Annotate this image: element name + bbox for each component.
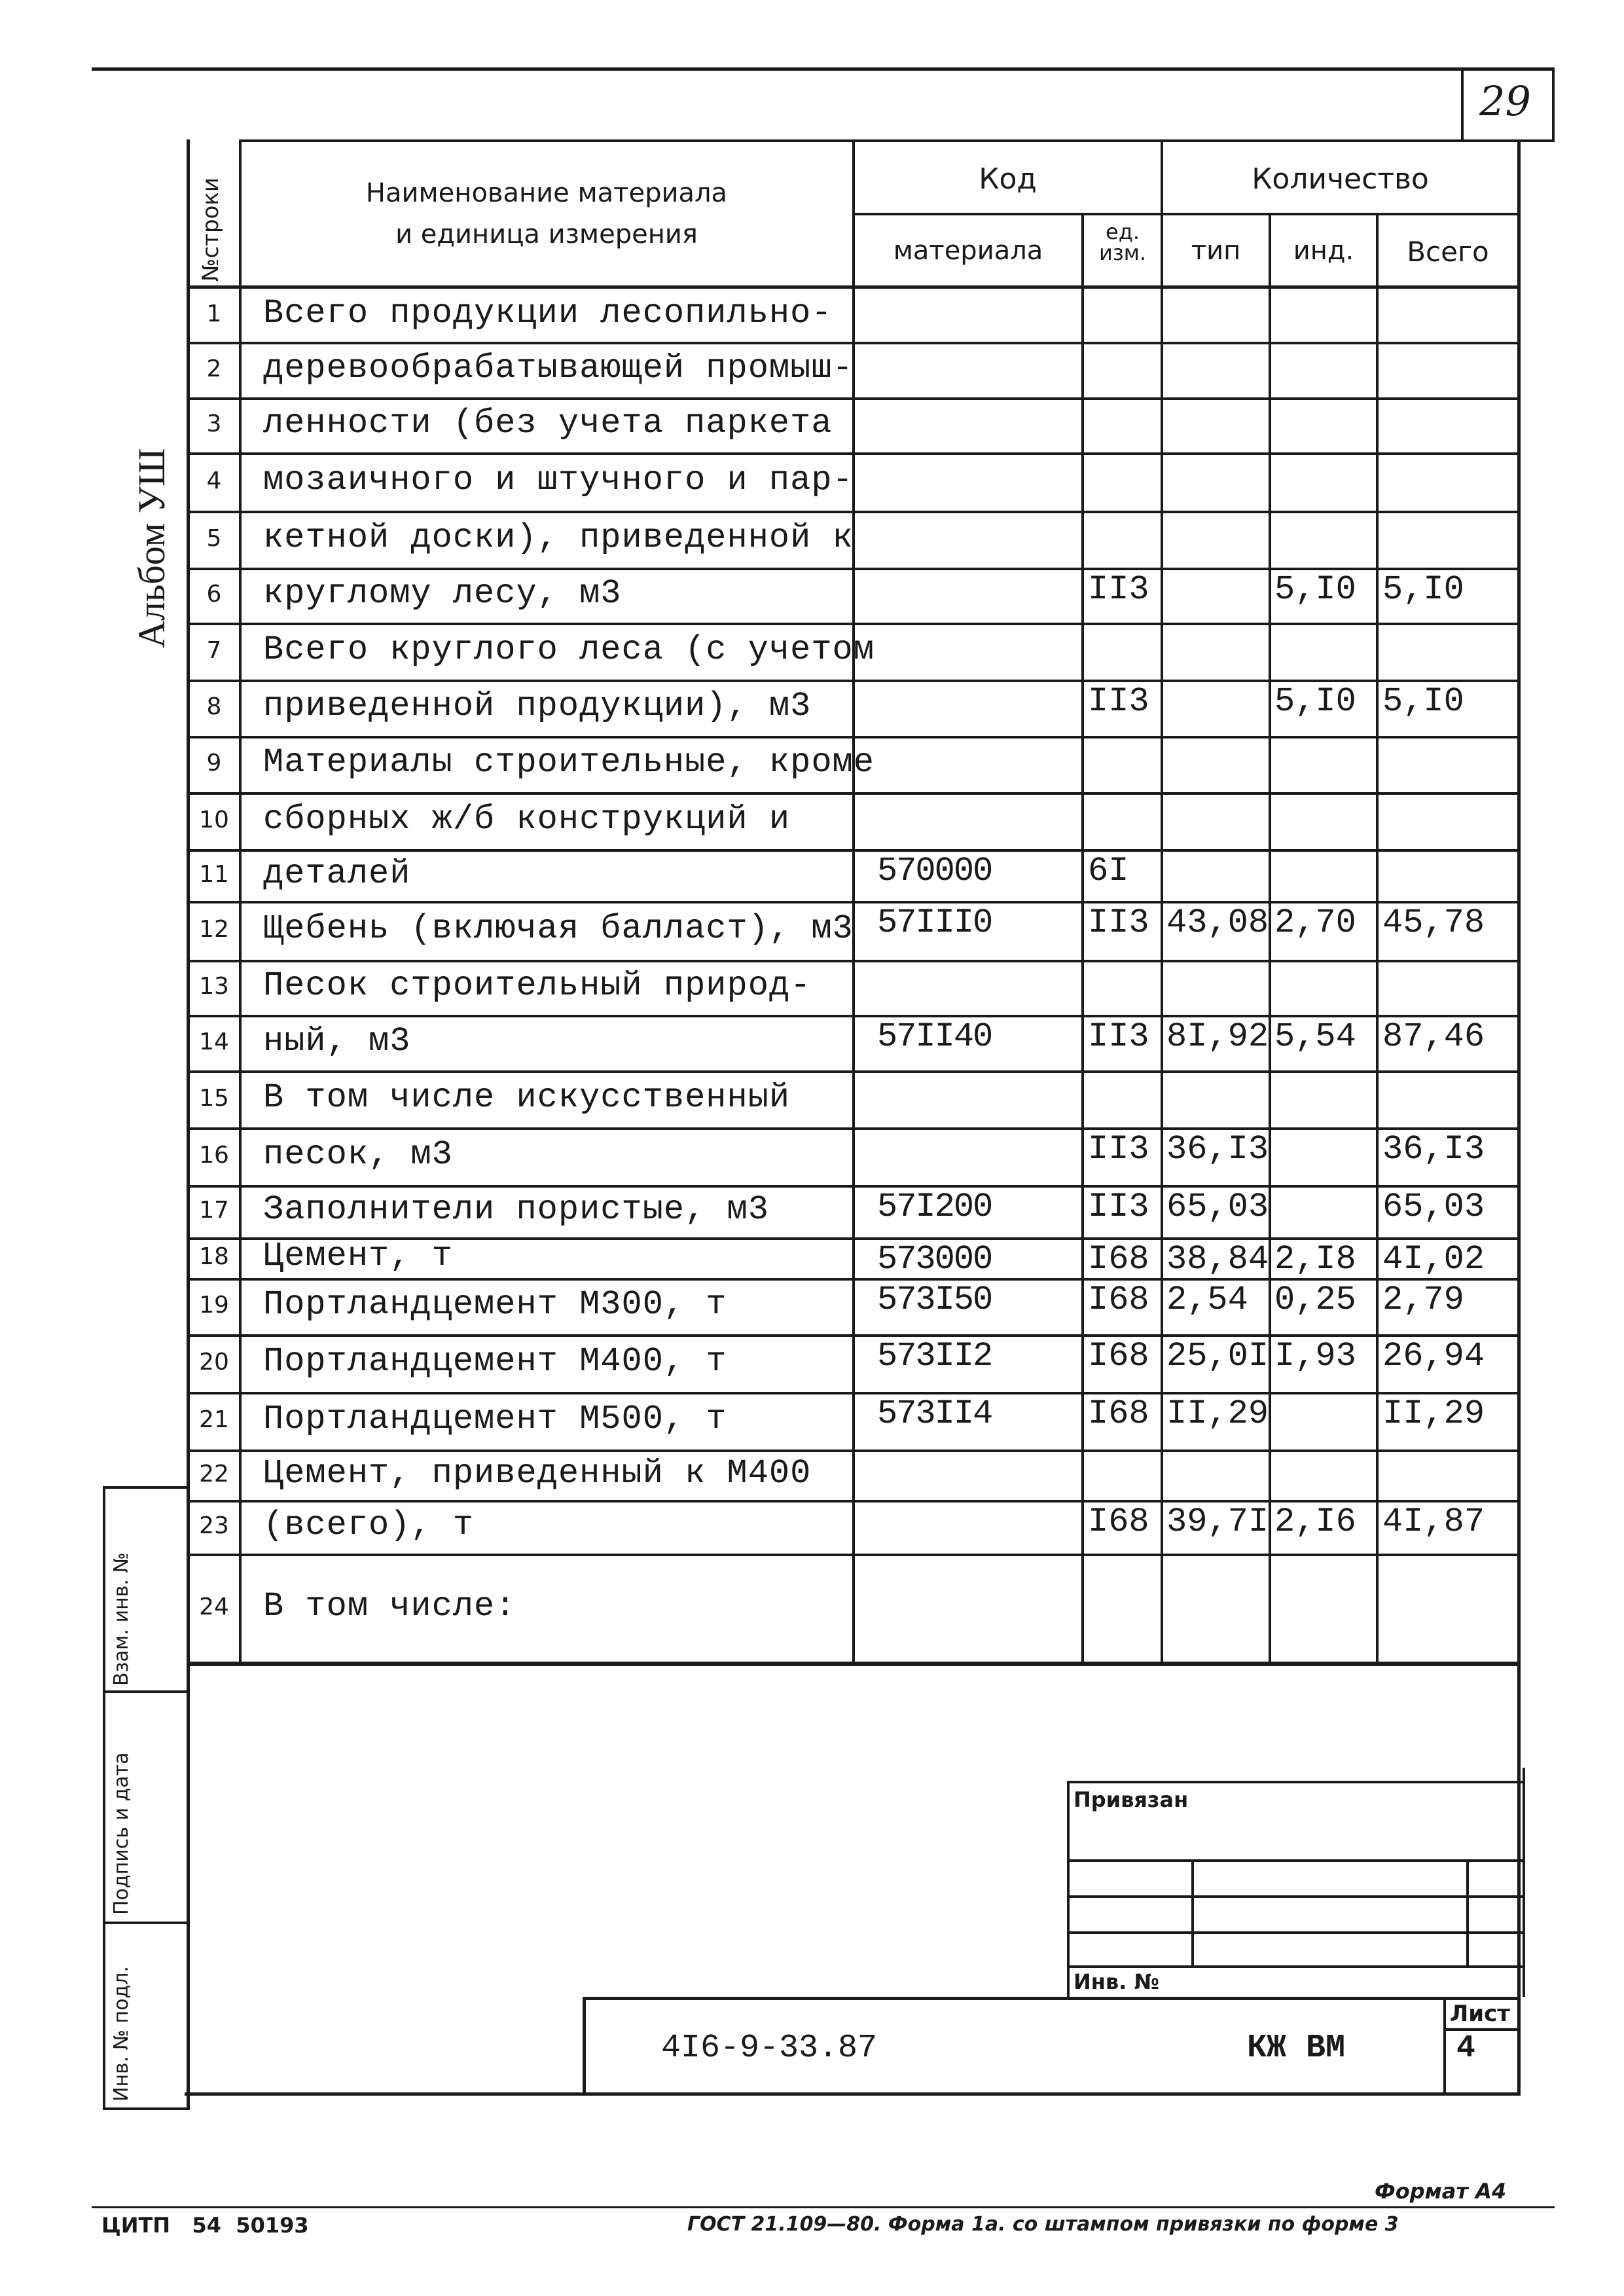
doc-mark: КЖ ВМ — [1247, 2030, 1346, 2067]
cell-ind: 0,25 — [1274, 1281, 1356, 1319]
cell-code: 573II2 — [877, 1337, 992, 1376]
cell-code: 573II4 — [877, 1394, 992, 1433]
row-number: 10 — [199, 806, 229, 833]
material-name: кетной доски), приведенной к — [263, 518, 854, 557]
header-name-line1: Наименование материала — [365, 178, 728, 208]
cell-unit: II3 — [1088, 903, 1149, 942]
cell-code: 573000 — [877, 1240, 992, 1279]
row-divider — [187, 1070, 1520, 1073]
material-name: ленности (без учета паркета — [263, 404, 833, 443]
row-divider — [187, 960, 1520, 962]
cell-ind: 2,70 — [1274, 903, 1356, 942]
material-name: Цемент, т — [263, 1237, 453, 1275]
header-code-unit: ед. изм. — [1098, 219, 1147, 265]
row-divider — [187, 1127, 1520, 1130]
row-number: 19 — [199, 1292, 229, 1319]
page-number: 29 — [1479, 77, 1531, 125]
cell-unit: II3 — [1088, 1017, 1149, 1056]
cell-total: 5,I0 — [1382, 682, 1464, 721]
row-number: 18 — [199, 1243, 229, 1270]
cell-total: 4I,87 — [1382, 1503, 1485, 1541]
row-number: 12 — [199, 916, 229, 943]
footer-left: ЦИТП 54 50193 — [101, 2213, 309, 2238]
row-number: 3 — [206, 410, 222, 437]
cell-code: 573I50 — [877, 1281, 992, 1319]
cell-tip: 36,I3 — [1166, 1130, 1269, 1169]
row-number: 14 — [199, 1028, 229, 1055]
row-number: 7 — [206, 636, 222, 664]
row-number: 4 — [206, 467, 222, 494]
row-number: 6 — [206, 581, 222, 608]
binding-inv-no: Инв. № — [1074, 1969, 1159, 1994]
cell-unit: I68 — [1088, 1503, 1149, 1541]
header-code: Код — [979, 162, 1037, 196]
header-quantity: Количество — [1252, 162, 1429, 196]
cell-unit: II3 — [1088, 682, 1149, 721]
cell-tip: 25,0I — [1166, 1337, 1269, 1376]
cell-unit: I68 — [1088, 1240, 1149, 1279]
cell-unit: I68 — [1088, 1394, 1149, 1433]
material-name: Всего продукции лесопильно- — [263, 293, 833, 333]
material-name: сборных ж/б конструкций и — [263, 799, 791, 839]
cell-code: 570000 — [877, 852, 992, 890]
material-name: круглому лесу, м3 — [263, 574, 622, 613]
cell-ind: 5,54 — [1274, 1017, 1356, 1056]
sheet-number: 4 — [1456, 2031, 1475, 2066]
cell-ind: 2,I8 — [1274, 1240, 1356, 1279]
material-name: Материалы строительные, кроме — [263, 743, 875, 782]
cell-ind: 5,I0 — [1274, 682, 1356, 721]
material-name: Песок строительный природ- — [263, 966, 812, 1005]
row-divider — [187, 511, 1520, 513]
footer-right: ГОСТ 21.109—80. Форма 1а. со штампом привязки по форме 3 — [687, 2213, 1399, 2236]
stamp-inv-podl: Инв. № подл. — [110, 1966, 133, 2102]
material-name: Портландцемент М500, т — [263, 1400, 727, 1438]
header-row-number: №строки — [198, 177, 224, 282]
material-name: деталей — [263, 854, 411, 893]
cell-unit: II3 — [1088, 1130, 1149, 1169]
row-divider — [187, 736, 1520, 738]
cell-tip: 43,08 — [1166, 903, 1269, 942]
cell-total: 87,46 — [1382, 1017, 1485, 1056]
cell-total: 26,94 — [1382, 1337, 1485, 1376]
material-name: мозаичного и штучного и пар- — [263, 460, 854, 500]
row-divider — [187, 452, 1520, 455]
row-number: 5 — [206, 524, 222, 552]
material-name: (всего), т — [263, 1506, 475, 1544]
row-number: 9 — [206, 750, 222, 776]
cell-total: 2,79 — [1382, 1281, 1464, 1319]
row-number: 15 — [199, 1084, 229, 1112]
cell-total: 45,78 — [1382, 903, 1485, 942]
row-number: 20 — [199, 1349, 229, 1376]
material-name: В том числе искусственный — [263, 1078, 791, 1117]
cell-unit: I68 — [1088, 1281, 1149, 1319]
cell-total: 4I,02 — [1382, 1240, 1485, 1279]
top-rule — [92, 67, 1555, 71]
cell-unit: 6I — [1088, 852, 1129, 890]
cell-unit: II3 — [1088, 1188, 1149, 1226]
material-name: В том числе: — [263, 1586, 516, 1626]
cell-total: 36,I3 — [1382, 1130, 1485, 1169]
row-divider — [187, 1392, 1520, 1394]
cell-tip: 2,54 — [1166, 1281, 1248, 1319]
cell-code: 57II40 — [877, 1017, 992, 1056]
doc-code: 4I6-9-33.87 — [661, 2030, 878, 2067]
row-number: 24 — [199, 1593, 229, 1620]
row-number: 23 — [199, 1512, 229, 1539]
header-q-ind: инд. — [1293, 236, 1354, 266]
row-divider — [187, 623, 1520, 625]
row-number: 21 — [199, 1406, 229, 1433]
row-divider — [187, 1449, 1520, 1452]
material-name: Портландцемент М400, т — [263, 1342, 727, 1381]
row-divider — [187, 849, 1520, 852]
material-name: песок, м3 — [263, 1135, 453, 1174]
material-name: Цемент, приведенный к М400 — [263, 1453, 812, 1493]
header-q-total: Всего — [1407, 236, 1489, 268]
material-name: Портландцемент М300, т — [263, 1285, 727, 1324]
footer-rule — [92, 2206, 1555, 2208]
album-label: Альбом УШ — [130, 448, 173, 648]
cell-tip: 8I,92 — [1166, 1017, 1269, 1056]
row-divider — [187, 1185, 1520, 1188]
binding-privyazan: Привязан — [1074, 1787, 1189, 1812]
material-name: приведенной продукции), м3 — [263, 687, 812, 725]
row-divider — [187, 397, 1520, 400]
sheet-label: Лист — [1450, 2001, 1510, 2027]
header-name-line2: и единица измерения — [395, 219, 698, 249]
cell-code: 57I200 — [877, 1188, 992, 1226]
material-name: Щебень (включая балласт), м3 — [263, 909, 854, 948]
cell-tip: 39,7I — [1166, 1503, 1269, 1541]
cell-code: 57III0 — [877, 903, 992, 942]
row-divider — [187, 792, 1520, 795]
row-number: 2 — [206, 355, 222, 382]
row-divider — [187, 342, 1520, 344]
cell-unit: II3 — [1088, 570, 1149, 609]
stamp-podpis: Подпись и дата — [110, 1752, 133, 1915]
cell-tip: 38,84 — [1166, 1240, 1269, 1279]
cell-total: 65,03 — [1382, 1188, 1485, 1226]
page-box-right — [1552, 67, 1555, 141]
row-divider — [187, 1662, 1520, 1664]
row-number: 8 — [206, 693, 222, 720]
cell-tip: 65,03 — [1166, 1188, 1269, 1226]
cell-total: 5,I0 — [1382, 570, 1464, 609]
row-number: 17 — [199, 1197, 229, 1224]
row-number: 22 — [199, 1460, 229, 1487]
page-box-bottom — [239, 139, 1555, 142]
cell-tip: II,29 — [1166, 1394, 1269, 1433]
material-name: ный, м3 — [263, 1021, 411, 1061]
row-number: 16 — [199, 1142, 229, 1169]
cell-ind: 5,I0 — [1274, 570, 1356, 609]
material-name: Всего круглого леса (с учетом — [263, 630, 875, 669]
stamp-vzam: Взам. инв. № — [110, 1552, 133, 1686]
cell-unit: I68 — [1088, 1337, 1149, 1376]
page-box-left — [1461, 67, 1464, 141]
cell-total: II,29 — [1382, 1394, 1485, 1433]
header-code-material: материала — [893, 236, 1043, 266]
cell-ind: I,93 — [1274, 1337, 1356, 1376]
footer-format: Формат А4 — [1375, 2179, 1507, 2204]
cell-ind: 2,I6 — [1274, 1503, 1356, 1541]
row-number: 13 — [199, 973, 229, 1000]
header-q-type: тип — [1191, 236, 1241, 266]
row-number: 1 — [206, 300, 222, 327]
material-name: Заполнители пористые, м3 — [263, 1190, 769, 1229]
material-name: деревообрабатывающей промыш- — [263, 348, 854, 388]
row-number: 11 — [199, 860, 229, 888]
row-divider — [187, 1554, 1520, 1556]
